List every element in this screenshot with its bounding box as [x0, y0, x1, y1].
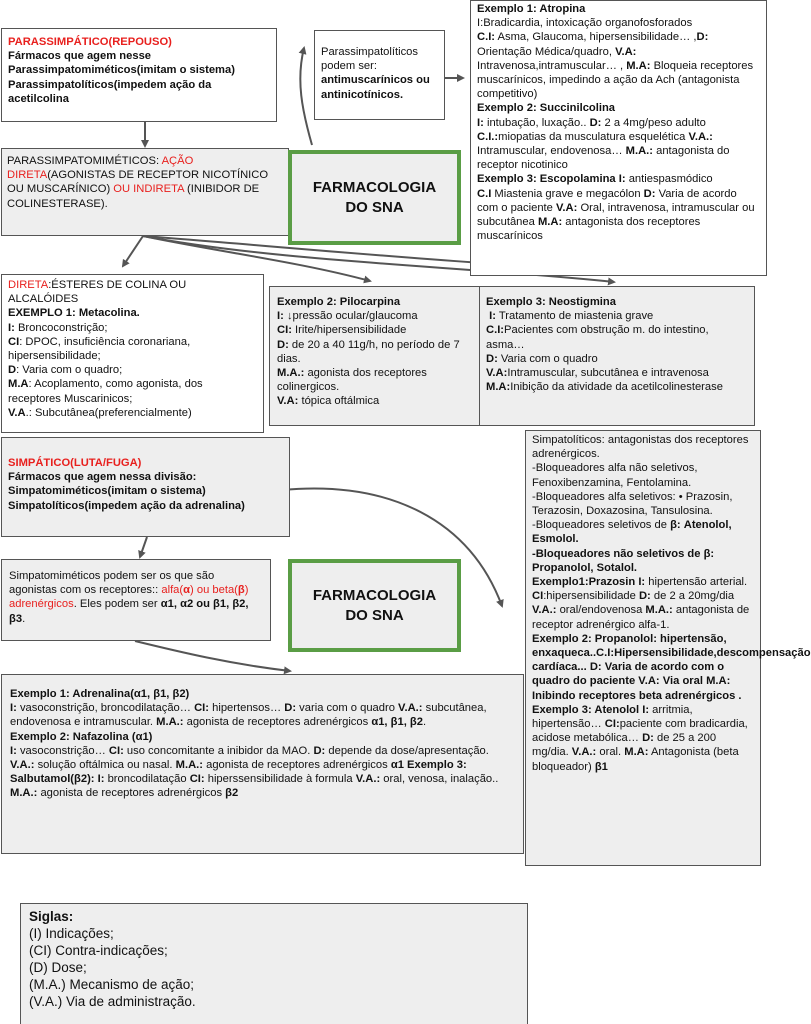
ex-text: : Acoplamento, como agonista, dos receptores Muscarinicos; — [8, 378, 203, 405]
para-heading: PARASSIMPÁTICO(REPOUSO) — [8, 36, 172, 48]
ex-text: Oral, intravenosa, intramuscular ou subcutânea — [477, 201, 755, 229]
ex-text: intubação, luxação.. — [483, 116, 590, 129]
ex-text: tópica oftálmica — [298, 395, 380, 408]
para-liticos-box — [314, 30, 445, 120]
ex-title: Exemplo 3: Escopolamina I: — [477, 173, 626, 186]
ex-label: D: — [284, 702, 297, 715]
ex-label: C.I.: — [477, 130, 499, 143]
ex-title: Exemplo 2: Succinilcolina — [477, 102, 616, 115]
ex-text: solução oftálmica ou nasal. — [34, 759, 176, 772]
ex-label: α1 — [390, 759, 404, 772]
siglas-item: (V.A.) Via de administração. — [29, 994, 196, 1009]
para-line: Parassimpatolíticos(impedem ação da acetilcolina — [8, 78, 212, 105]
ex-label: C.I: — [486, 324, 505, 337]
para-liticos-text: Parassimpatolíticos podem ser: — [321, 46, 418, 73]
ex-text: de 25 a 200 mg/dia. — [532, 732, 717, 759]
ex-label: M.A.: — [645, 604, 673, 617]
ex-text: Varia de acordo com o paciente — [477, 187, 737, 214]
ex-text: Miastenia grave e megacólon — [491, 187, 644, 200]
liticos-line: Simpatolíticos: antagonistas dos receptores adrenérgicos. — [532, 434, 749, 461]
ex-text: agonista de receptores adrenérgicos — [202, 759, 391, 772]
ex-label: I: — [477, 116, 484, 129]
ex-title: Exemplo1:Prazosin I: — [532, 576, 646, 589]
ex-label: M.A: — [626, 59, 651, 72]
simp-liticos-box — [525, 430, 811, 866]
ex-label: M.A: — [486, 381, 511, 394]
ex-text: depende da dose/apresentação. — [325, 744, 489, 757]
ex-label: D: — [696, 31, 709, 44]
ex-label: V.A.: — [571, 746, 597, 759]
ex-text: antagonista do receptor nicotinico — [477, 145, 730, 172]
siglas-box — [20, 903, 528, 1024]
simp-header-box — [1, 437, 290, 537]
ex-label: CI — [532, 590, 544, 603]
ex-label: V.A: — [277, 395, 299, 408]
ex-text: agonista dos receptores colinergicos. — [277, 367, 427, 394]
ex-text: Irite/hipersensibilidade — [291, 324, 407, 337]
ex-text: 2 a 4mg/peso adulto — [601, 116, 706, 129]
simp-mimeticos-box — [1, 559, 271, 641]
ex-bold: Exemplo 2: Propanolol: hipertensão, enxaqueca..C.I:Hipersensibilidade,descompensação cardíaca... D: Varia de acordo com o quadro do paciente V.A: Via oral M.A: Inibindo receptores beta adrenérgicos . — [532, 632, 811, 702]
mimeticos-text: (AGONISTAS DE RECEPTOR NICOTÍNICO OU MUSCARÍNICO) — [7, 169, 269, 196]
ex-label: V.A.: — [532, 604, 557, 617]
arrow-title-to-liticos — [300, 48, 312, 145]
pilocarpina-box — [269, 286, 480, 426]
ex-label: CI: — [604, 718, 620, 731]
ex-title: Exemplo 2: Nafazolina (α1) — [10, 730, 153, 743]
ex-text: . — [422, 716, 427, 729]
ex-label: M.A.: — [175, 759, 203, 772]
title-text: FARMACOLOGIA DO SNA — [312, 178, 437, 216]
ex-text: oral. — [596, 746, 625, 759]
para-line: Parassimpatomiméticos(imitam o sistema) — [8, 64, 235, 77]
ex-text: Intramuscular, endovenosa… — [477, 145, 626, 158]
ex-label: I: — [489, 310, 496, 323]
ex-text: oral/endovenosa — [556, 604, 646, 617]
simp-mim-text: . Eles podem ser — [73, 598, 161, 611]
simp-mim-beta: ) adrenérgicos — [9, 584, 249, 611]
ex-text: antagonista dos receptores muscarínicos — [477, 216, 701, 243]
liticos-line: -Bloqueadores seletivos de — [532, 519, 671, 532]
ex-label: CI — [8, 335, 20, 348]
ex-label: I: — [10, 744, 17, 757]
ex-label: V.A.: — [355, 773, 381, 786]
ex-label: D: — [638, 590, 651, 603]
ex-label: β2 — [225, 787, 239, 800]
simp-line: Simpatomiméticos(imitam o sistema) — [8, 485, 206, 498]
ex-title: Exemplo 3: Salbutamol(β2): I: — [10, 759, 467, 786]
simp-mim-receptors: α1, α2 ou β1, β2, β3 — [9, 598, 249, 625]
para-header-box — [1, 28, 277, 122]
title-sna-1 — [288, 150, 461, 245]
ex-label: M.A — [8, 378, 29, 391]
ex-label: I: — [8, 321, 15, 334]
ex-text: .: Subcutânea(preferencialmente) — [25, 406, 192, 419]
simp-mim-alfa: alfa( — [161, 584, 184, 597]
ex-label: CI: — [277, 324, 292, 337]
ex-label: V.A.: — [688, 130, 713, 143]
ex-text: miopatias da musculatura esquelética — [498, 130, 689, 143]
siglas-title: Siglas: — [29, 909, 74, 924]
mimeticos-text: (INIBIDOR DE COLINESTERASE). — [7, 183, 260, 210]
ex-text: de 2 a 20mg/dia — [650, 590, 735, 603]
ex-text: :hipersensibilidade — [543, 590, 639, 603]
simp-mim-text: Simpatomiméticos podem ser os que são agonistas com os receptores:: — [9, 570, 215, 597]
title-sna-2 — [288, 559, 461, 652]
ex-text: uso concomitante a inibidor da MAO. — [123, 744, 314, 757]
ex-text: vasoconstrição, broncodilatação… — [16, 702, 195, 715]
ex-text: agonista de receptores adrenérgicos — [183, 716, 372, 729]
ex-label: CI: — [108, 744, 124, 757]
ex-title: Exemplo 3: Neostigmina — [486, 296, 616, 308]
direta-text: :ÉSTERES DE COLINA OU ALCALÓIDES — [8, 279, 187, 306]
ex-text: antagonista de receptor adrenérgico alfa-1. — [532, 604, 750, 631]
ex-text: : Varia com o quadro; — [16, 364, 123, 377]
ex-text: arritmia, hipertensão… — [532, 703, 693, 731]
liticos-line: -Bloqueadores alfa seletivos: • Prazosin, Terazosin, Doxazosina, Tansulosina. — [532, 490, 733, 518]
ex-text: Tratamento de miastenia grave — [495, 310, 654, 323]
ex-text: Asma, Glaucoma, hipersensibilidade… , — [495, 31, 697, 44]
ex-label: CI: — [194, 702, 209, 715]
ex-text: Broncoconstrição; — [14, 321, 108, 334]
ex-text: subcutânea, endovenosa e intramuscular. — [10, 702, 487, 729]
ex-title: Exemplo 3: Atenolol I: — [532, 703, 650, 716]
ex-title: Exemplo 1: Atropina — [477, 3, 586, 15]
ex-label: V.A.: — [10, 759, 35, 772]
ex-title: EXEMPLO 1: Metacolina. — [8, 307, 140, 320]
mimeticos-text: PARASSIMPATOMIMÉTICOS: — [7, 155, 162, 167]
ex-text: hipertensão arterial. — [645, 576, 748, 589]
ex-label: M.A.: — [277, 367, 305, 380]
simp-mim-beta: ) ou beta( — [190, 584, 238, 597]
liticos-line: -Bloqueadores alfa não seletivos, Fenoxibenzamina, Fentolamina. — [532, 462, 698, 489]
neostigmina-box — [479, 286, 755, 426]
liticos-line: β: Atenolol, Esmolol. — [532, 519, 732, 546]
ex-label: CI: — [189, 773, 205, 786]
ex-text: antiespasmódico — [625, 173, 713, 186]
ex-label: D: — [589, 116, 602, 129]
simp-mim-alfa: α — [183, 584, 191, 597]
siglas-item: (I) Indicações; — [29, 926, 114, 941]
liticos-line: -Bloqueadores não seletivos de β: Propanolol, Sotalol. — [532, 547, 715, 574]
para-line: Fármacos que agem nesse — [8, 50, 152, 63]
para-mimeticos-box — [1, 148, 289, 236]
ex-text: : DPOC, insuficiência coronariana, hipersensibilidade; — [8, 335, 191, 363]
arrow-mimeticos-to-direta — [123, 236, 143, 266]
siglas-item: (M.A.) Mecanismo de ação; — [29, 977, 195, 992]
ex-label: V.A: — [486, 367, 508, 380]
ex-label: D: — [313, 744, 326, 757]
ex-text: ↓pressão ocular/glaucoma — [283, 310, 418, 323]
ex-text: hiperssensibilidade à formula — [204, 773, 356, 786]
ex-text: oral, venosa, inalação.. — [380, 773, 499, 786]
ex-label: V.A.: — [398, 702, 423, 715]
ex-text: agonista de receptores adrenérgicos — [37, 787, 226, 800]
direta-box — [1, 274, 264, 433]
siglas-item: (D) Dose; — [29, 960, 87, 975]
simp-mim-text: . — [22, 612, 26, 625]
simp-mim-beta: β — [237, 584, 245, 597]
ex-label: α1, β1, β2 — [371, 716, 423, 729]
direta-label: DIRETA — [8, 279, 49, 291]
ex-label: M.A.: — [10, 787, 38, 800]
ex-text: broncodilatação — [104, 773, 190, 786]
ex-text: Orientação Médica/quadro, — [477, 45, 616, 58]
ex-text: Intravenosa,intramuscular… , — [477, 59, 627, 72]
ex-label: I: — [277, 310, 284, 323]
simp-line: Simpatolíticos(impedem ação da adrenalina) — [8, 499, 245, 512]
ex-label: M.A: — [624, 746, 649, 759]
ex-text: Antagonista (beta bloqueador) — [532, 746, 739, 773]
ex-label: D: — [642, 732, 654, 745]
arrow-mimeticos-to-adrenalina — [135, 641, 290, 671]
ex-text: paciente com bradicardia, acidose metabólica… — [532, 718, 748, 745]
ex-text: I:Bradicardia, intoxicação organofosforados — [477, 17, 693, 30]
ex-label: D: — [486, 352, 498, 365]
ex-text: Varia com o quadro — [497, 352, 598, 365]
ex-label: D: — [643, 187, 656, 200]
ex-label: D: — [277, 338, 289, 351]
ex-label: M.A: — [537, 216, 563, 229]
arrow-simp-to-mimeticos — [140, 537, 147, 557]
ex-text: de 20 a 40 11g/h, no período de 7 dias. — [277, 338, 460, 365]
ex-text: hipertensos… — [209, 702, 285, 715]
para-liticos-bold: antimuscarínicos ou antinicotínicos. — [321, 74, 430, 101]
ex-label: β1 — [594, 760, 608, 773]
ex-label: I: — [10, 702, 17, 715]
atropina-box — [470, 0, 767, 276]
ex-label: V.A — [8, 406, 26, 419]
title-text: FARMACOLOGIA DO SNA — [312, 586, 437, 624]
mimeticos-indireta: OU INDIRETA — [113, 183, 184, 196]
ex-label: M.A.: — [625, 145, 653, 158]
ex-label: C.I: — [477, 31, 496, 44]
ex-text: Inibição da atividade da acetilcolinesterase — [510, 381, 723, 394]
ex-text: Bloqueia receptores muscarínicos, impedindo a ação da Ach (antagonista competitivo) — [477, 59, 754, 101]
ex-label: C.I — [477, 187, 492, 200]
ex-text: vasoconstrição… — [16, 744, 109, 757]
ex-label: V.A: — [555, 201, 578, 214]
simp-line: Fármacos que agem nessa divisão: — [8, 471, 197, 484]
ex-text: Intramuscular, subcutânea e intravenosa — [507, 367, 709, 380]
ex-label: D — [8, 364, 17, 377]
ex-label: V.A: — [615, 45, 637, 58]
ex-text: Pacientes com obstrução m. do intestino, asma… — [486, 324, 709, 351]
ex-label: M.A.: — [156, 716, 184, 729]
mimeticos-direta: AÇÃO DIRETA — [7, 155, 194, 182]
simp-heading: SIMPÁTICO(LUTA/FUGA) — [8, 457, 142, 469]
ex-text: varia com o quadro — [296, 702, 399, 715]
adrenalina-box — [1, 674, 524, 854]
siglas-item: (CI) Contra-indicações; — [29, 943, 168, 958]
ex-title: Exemplo 1: Adrenalina(α1, β1, β2) — [10, 688, 190, 700]
ex-title: Exemplo 2: Pilocarpina — [277, 296, 401, 308]
